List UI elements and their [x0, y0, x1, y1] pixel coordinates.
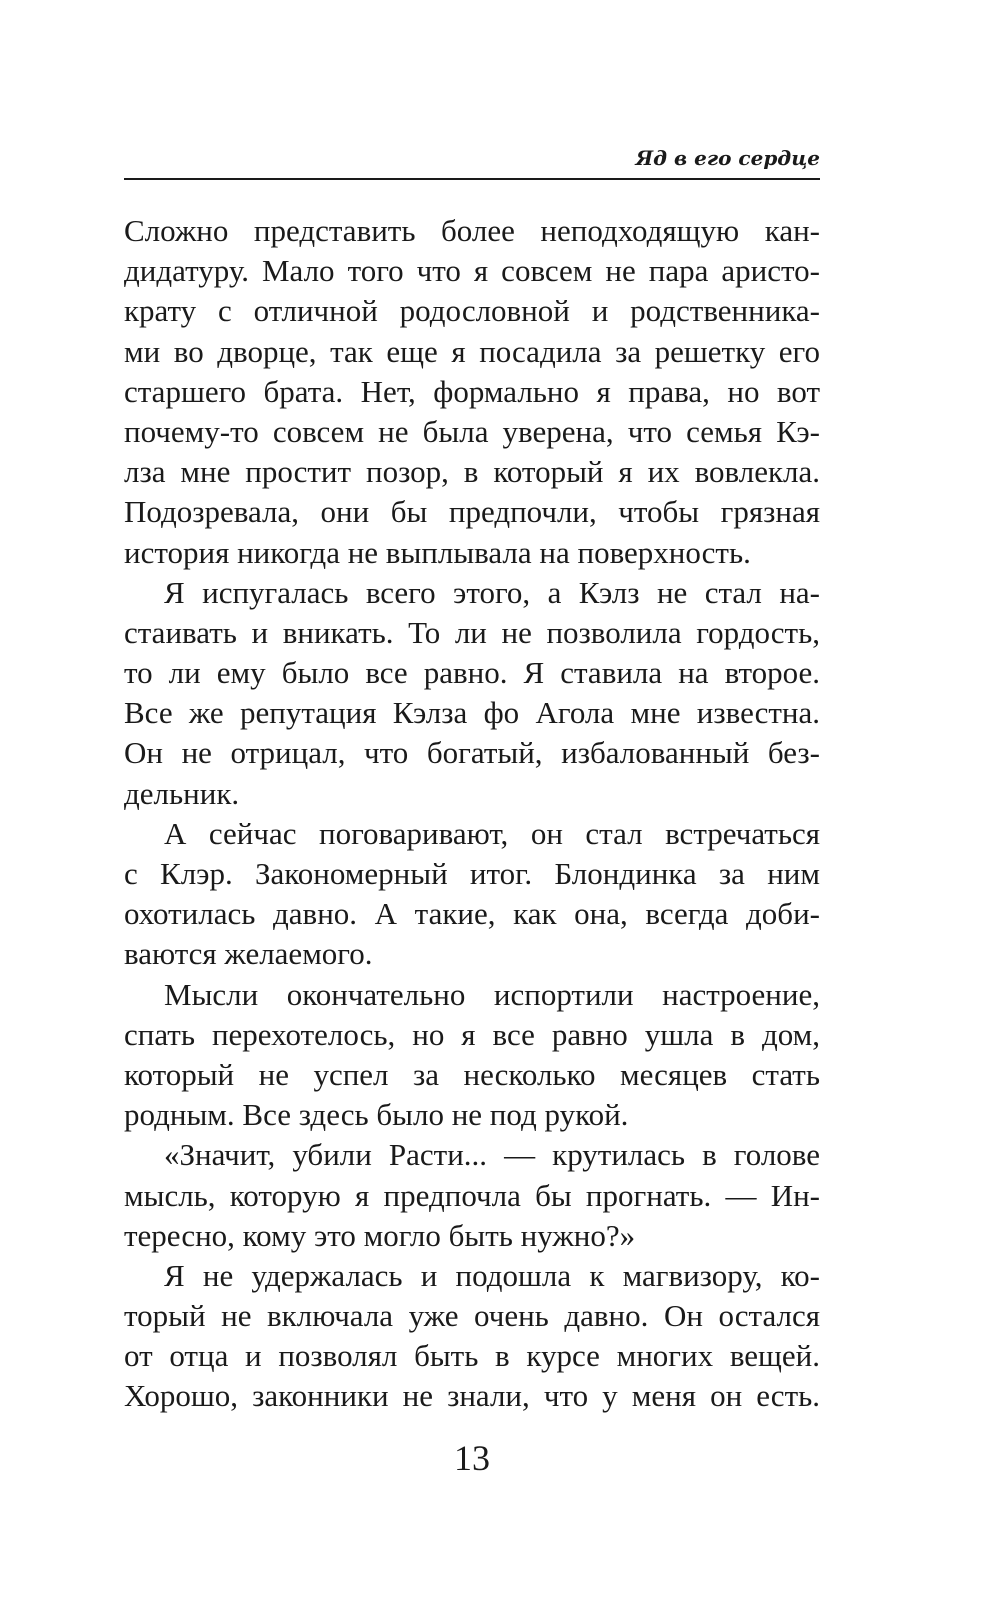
text-line: мысль, которую я предпочла бы прогнать. — Ин- — [124, 1177, 820, 1213]
text-line: Я испугалась всего этого, а Кэлз не стал на- — [164, 574, 820, 610]
text-line: родным. Все здесь было не под рукой. — [124, 1097, 629, 1133]
page-number: 13 — [454, 1438, 490, 1478]
paragraph — [124, 211, 820, 573]
text-line: с Клэр. Закономерный итог. Блондинка за ним — [124, 856, 820, 891]
text-line: Он не отрицал, что богатый, избалованный без- — [124, 735, 820, 771]
paragraph — [124, 814, 820, 975]
text-line: история никогда не выплывала на поверхность. — [124, 534, 751, 570]
text-line: дельник. — [124, 775, 240, 811]
paragraph — [124, 1256, 820, 1417]
paragraph — [124, 573, 820, 814]
text-line: охотилась давно. А такие, как она, всегда доби- — [124, 896, 820, 932]
text-line: дидатуру. Мало того что я совсем не пара аристо- — [124, 253, 820, 289]
paragraph — [124, 1135, 820, 1256]
paragraph — [124, 975, 820, 1136]
text-line: А сейчас поговаривают, он стал встречаться — [164, 815, 820, 851]
text-line: тересно, кому это могло быть нужно?» — [124, 1217, 636, 1253]
text-line: ми во дворце, так еще я посадила за решетку его — [124, 333, 820, 369]
text-line: почему-то совсем не была уверена, что семья Кэ- — [124, 413, 820, 449]
text-line: стаивать и вникать. То ли не позволила гордость, — [124, 614, 820, 650]
text-line: «Значит, убили Расти... — крутилась в голове — [164, 1137, 820, 1173]
text-line: крату с отличной родословной и родственника- — [124, 293, 820, 329]
text-line: ваются желаемого. — [124, 936, 373, 972]
text-line: от отца и позволял быть в курсе многих вещей. — [124, 1338, 820, 1374]
text-line: который не успел за несколько месяцев стать — [124, 1056, 820, 1092]
body-text — [124, 211, 820, 1417]
text-line: старшего брата. Нет, формально я права, но вот — [124, 373, 820, 409]
text-line: Хорошо, законники не знали, что у меня он есть. — [124, 1378, 820, 1414]
text-line: Мысли окончательно испортили настроение, — [164, 976, 820, 1012]
text-line: Сложно представить более неподходящую кан- — [124, 213, 820, 248]
text-line: Все же репутация Кэлза фо Агола мне известна. — [124, 695, 820, 731]
running-header-title: Яд в его сердце — [635, 146, 820, 170]
text-line: Я не удержалась и подошла к магвизору, ко- — [164, 1257, 820, 1293]
text-line: лза мне простит позор, в который я их вовлекла. — [124, 454, 820, 490]
text-line: спать перехотелось, но я все равно ушла в дом, — [124, 1016, 820, 1052]
header-rule — [124, 178, 820, 180]
text-line: Подозревала, они бы предпочли, чтобы грязная — [124, 494, 820, 530]
text-line: то ли ему было все равно. Я ставила на второе. — [124, 655, 820, 691]
text-line: торый не включала уже очень давно. Он остался — [124, 1298, 820, 1334]
